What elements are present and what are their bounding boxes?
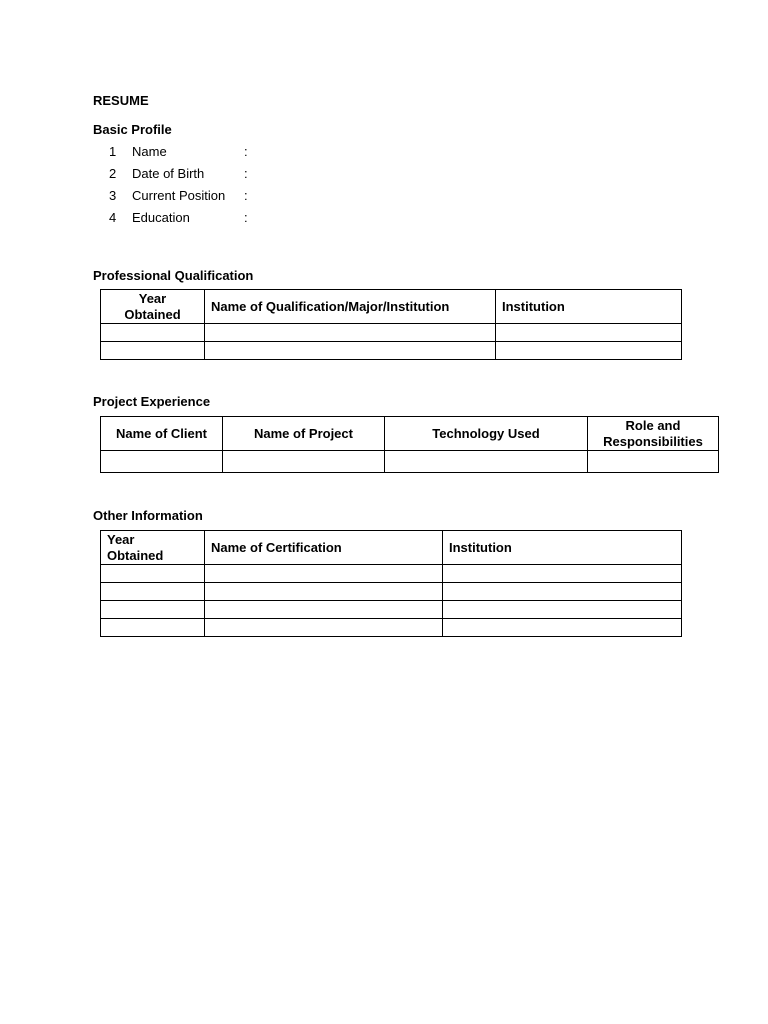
column-header-certification-name: Name of Certification bbox=[205, 531, 443, 565]
certification-table bbox=[100, 530, 682, 637]
table-header-row bbox=[101, 417, 719, 451]
document-title: RESUME bbox=[93, 93, 149, 108]
table-row bbox=[101, 565, 682, 583]
table-row bbox=[101, 583, 682, 601]
table-cell[interactable] bbox=[205, 342, 496, 360]
professional-qualification-heading: Professional Qualification bbox=[93, 268, 254, 283]
table-cell[interactable] bbox=[205, 619, 443, 637]
basic-profile-heading: Basic Profile bbox=[93, 122, 172, 137]
profile-item-label: Date of Birth bbox=[132, 166, 205, 181]
table-row bbox=[101, 324, 682, 342]
table-row bbox=[101, 619, 682, 637]
column-header-role-responsibilities bbox=[588, 417, 719, 451]
profile-item-label: Current Position bbox=[132, 188, 226, 203]
profile-item-separator: : bbox=[244, 166, 248, 181]
column-header-technology-used: Technology Used bbox=[385, 417, 588, 451]
table-cell[interactable] bbox=[101, 324, 205, 342]
column-header-year-obtained bbox=[101, 290, 205, 324]
column-header-line: Year Obtained bbox=[124, 290, 181, 322]
column-header-year-obtained bbox=[101, 531, 205, 565]
table-cell[interactable] bbox=[588, 451, 719, 473]
table-cell[interactable] bbox=[205, 583, 443, 601]
profile-item-number: 4 bbox=[109, 210, 117, 225]
profile-item-separator: : bbox=[244, 210, 248, 225]
table-cell[interactable] bbox=[223, 451, 385, 473]
table-cell[interactable] bbox=[443, 565, 682, 583]
table-cell[interactable] bbox=[101, 342, 205, 360]
table-row bbox=[101, 601, 682, 619]
profile-item-name bbox=[0, 144, 400, 160]
profile-item-label: Name bbox=[132, 144, 167, 159]
project-experience-table bbox=[100, 416, 719, 473]
profile-item-label: Education bbox=[132, 210, 190, 225]
table-cell[interactable] bbox=[443, 601, 682, 619]
table-row bbox=[101, 342, 682, 360]
table-cell[interactable] bbox=[443, 583, 682, 601]
table-header-row bbox=[101, 531, 682, 565]
project-experience-heading: Project Experience bbox=[93, 394, 211, 409]
profile-item-date-of-birth bbox=[0, 166, 400, 182]
column-header-line: Year Obtained bbox=[107, 531, 164, 563]
column-header-institution: Institution bbox=[443, 531, 682, 565]
table-cell[interactable] bbox=[205, 324, 496, 342]
profile-item-number: 1 bbox=[109, 144, 117, 159]
profile-item-current-position bbox=[0, 188, 400, 204]
table-cell[interactable] bbox=[496, 342, 682, 360]
column-header-project-name: Name of Project bbox=[223, 417, 385, 451]
table-cell[interactable] bbox=[101, 565, 205, 583]
profile-item-separator: : bbox=[244, 188, 248, 203]
table-row bbox=[101, 451, 719, 473]
qualification-table bbox=[100, 289, 682, 360]
table-cell[interactable] bbox=[385, 451, 588, 473]
table-cell[interactable] bbox=[101, 451, 223, 473]
table-cell[interactable] bbox=[101, 583, 205, 601]
other-information-heading: Other Information bbox=[93, 508, 203, 523]
profile-item-number: 2 bbox=[109, 166, 117, 181]
table-cell[interactable] bbox=[205, 565, 443, 583]
table-header-row bbox=[101, 290, 682, 324]
column-header-client-name: Name of Client bbox=[101, 417, 223, 451]
table-cell[interactable] bbox=[101, 619, 205, 637]
profile-item-number: 3 bbox=[109, 188, 117, 203]
profile-item-education bbox=[0, 210, 400, 226]
table-cell[interactable] bbox=[496, 324, 682, 342]
table-cell[interactable] bbox=[205, 601, 443, 619]
column-header-qualification-name: Name of Qualification/Major/Institution bbox=[205, 290, 496, 324]
column-header-line: Role and Responsibilities bbox=[603, 417, 703, 449]
column-header-institution: Institution bbox=[496, 290, 682, 324]
table-cell[interactable] bbox=[443, 619, 682, 637]
profile-item-separator: : bbox=[244, 144, 248, 159]
table-cell[interactable] bbox=[101, 601, 205, 619]
